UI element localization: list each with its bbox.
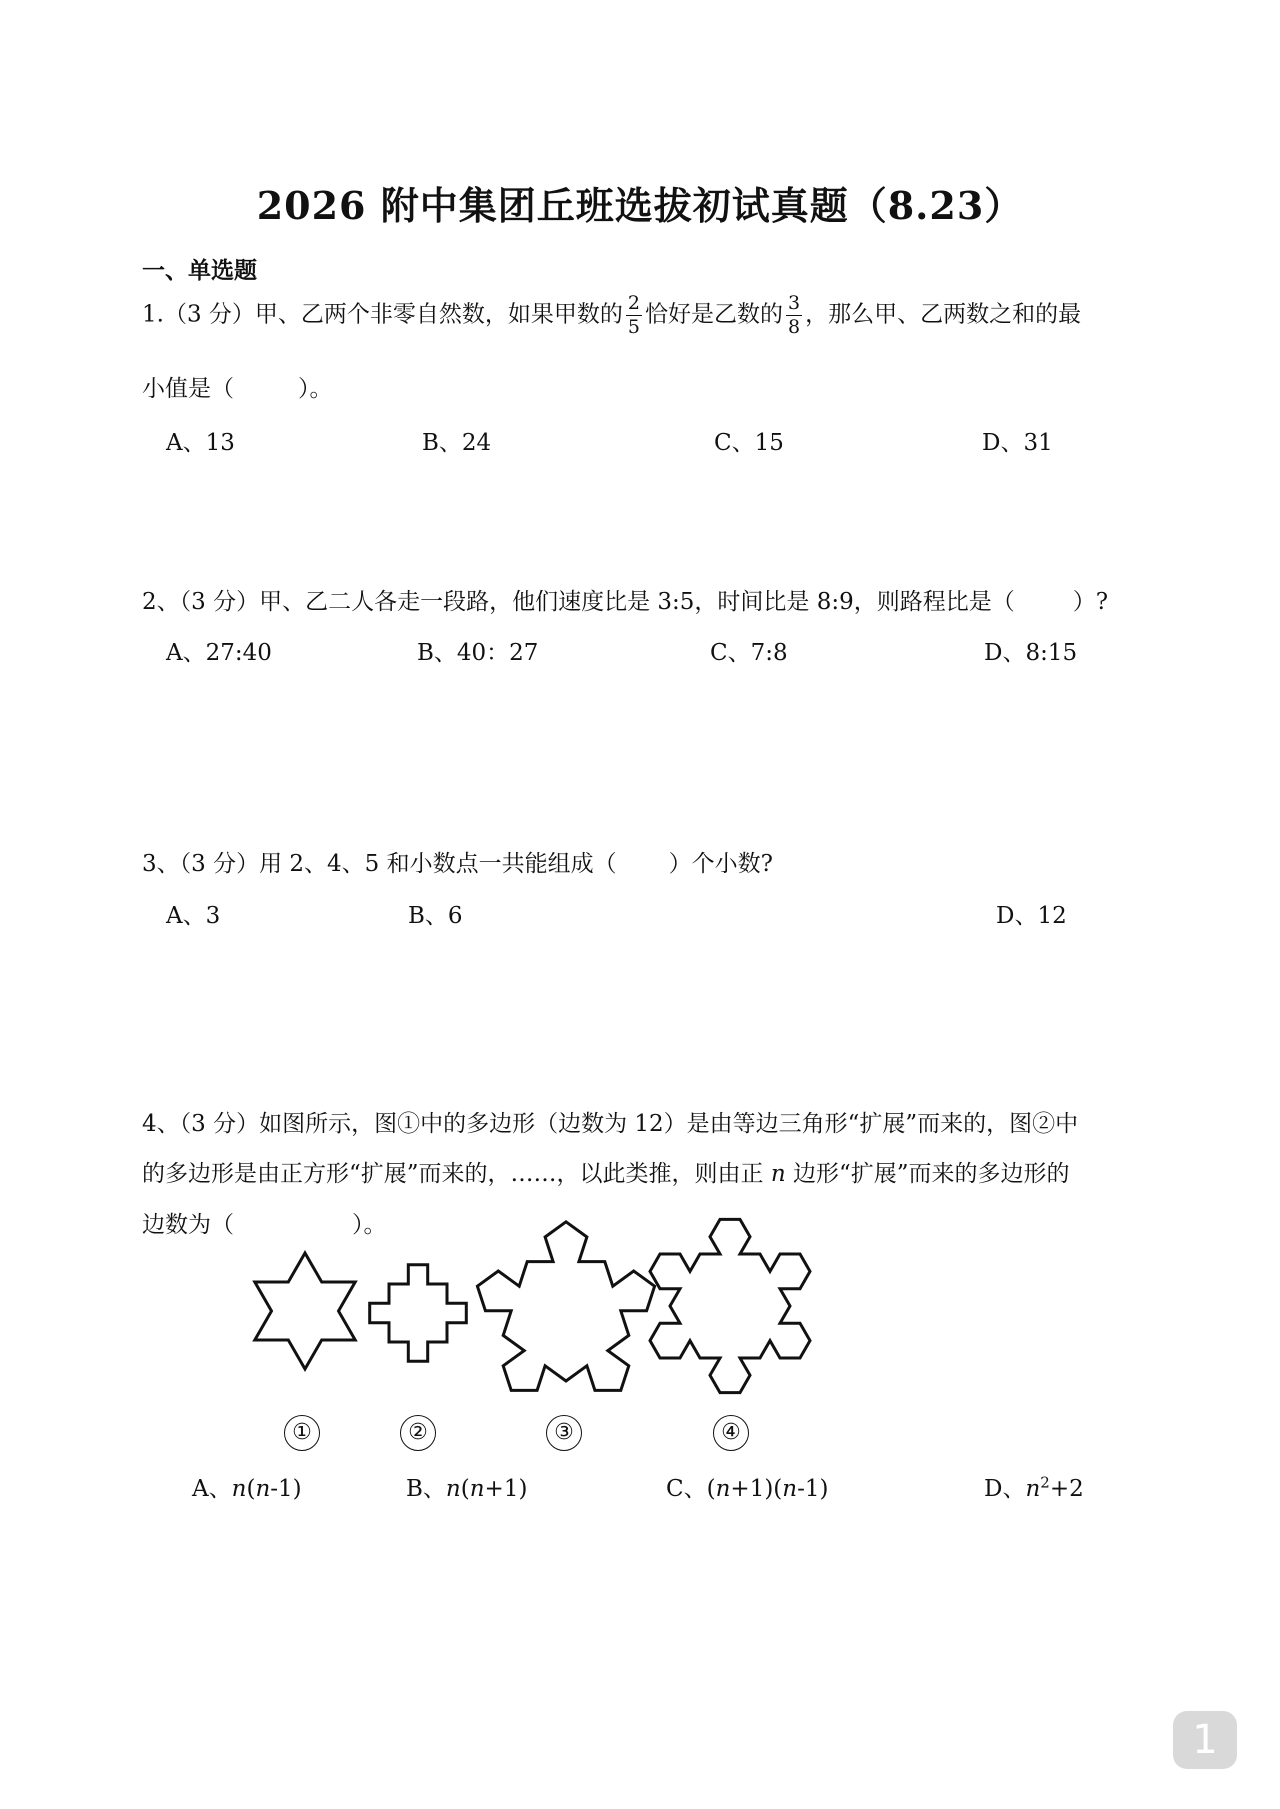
variable-n: n	[770, 1161, 786, 1187]
figure-label-1: ①	[284, 1415, 320, 1451]
question-3-text	[142, 845, 773, 878]
figure-1-hexagram	[255, 1253, 355, 1369]
q1-line2-pre: 小值是（	[142, 376, 234, 402]
question-4-line-2	[142, 1155, 1069, 1188]
variable-n: n	[445, 1476, 461, 1502]
option-label: C、	[666, 1476, 707, 1502]
question-4-line-1: 4、（3 分）如图所示，图①中的多边形（边数为 12）是由等边三角形“扩展”而来的，图②中	[142, 1111, 1079, 1137]
variable-n: n	[1025, 1476, 1041, 1502]
q1-line2-post: ）。	[298, 376, 333, 402]
section-heading: 一、单选题	[142, 257, 257, 284]
figure-label-3: ③	[546, 1415, 582, 1451]
option-label: D、	[984, 1476, 1026, 1502]
fraction-numerator: 3	[787, 292, 801, 314]
variable-n: n	[231, 1476, 247, 1502]
option-text: -1)	[270, 1476, 302, 1502]
q4-line3-post: ）。	[352, 1212, 387, 1238]
q3-option-d: D、12	[996, 903, 1067, 929]
question-1-line-2	[142, 370, 333, 403]
q1-option-d: D、31	[982, 430, 1053, 456]
q1-option-a: A、13	[166, 430, 235, 456]
q2-text-post: ）?	[1072, 589, 1109, 615]
variable-n: n	[715, 1476, 731, 1502]
variable-n: n	[782, 1476, 798, 1502]
option-text: +1)	[484, 1476, 528, 1502]
page-title: 2026 附中集团丘班选拔初试真题（8.23）	[256, 183, 1024, 228]
fraction-denominator: 8	[787, 316, 801, 338]
question-2-text	[142, 583, 1108, 616]
page-number-badge: 1	[1173, 1711, 1237, 1769]
option-text: -1)	[797, 1476, 829, 1502]
q1-option-c: C、15	[714, 430, 784, 456]
q1-mid: 恰好是乙数的	[644, 301, 783, 328]
q4-option-b	[406, 1470, 527, 1503]
option-text: (	[246, 1476, 256, 1502]
fraction-3-8	[786, 292, 802, 339]
figure-label-2: ②	[400, 1415, 436, 1451]
figure-2-cross-polygon	[370, 1265, 467, 1362]
q2-option-c: C、7:8	[710, 640, 788, 666]
q1-suffix: ，那么甲、乙两数之和的最	[805, 301, 1082, 328]
option-text: (	[706, 1476, 716, 1502]
question-4-line-3	[142, 1206, 387, 1239]
option-text: +1)(	[730, 1476, 783, 1502]
question-1-line-1	[142, 292, 1081, 339]
q4-line2-pre: 的多边形是由正方形“扩展”而来的，……，以此类推，则由正	[142, 1161, 771, 1187]
q2-option-b: B、40：27	[417, 640, 539, 666]
q2-option-d: D、8:15	[984, 640, 1078, 666]
q4-option-d	[984, 1470, 1084, 1503]
variable-n: n	[255, 1476, 271, 1502]
exponent: 2	[1040, 1473, 1050, 1492]
fraction-numerator: 2	[627, 292, 640, 314]
fraction-2-5	[626, 292, 642, 339]
figure-4-hexagon-polygon	[650, 1219, 810, 1392]
q4-line3-pre: 边数为（	[142, 1212, 234, 1238]
q3-text-post: ）个小数?	[668, 851, 773, 877]
q4-option-a	[192, 1470, 302, 1503]
q3-text-pre: 3、（3 分）用 2、4、5 和小数点一共能组成（	[142, 851, 617, 877]
q4-line2-post: 边形“扩展”而来的多边形的	[785, 1161, 1070, 1187]
q3-option-a: A、3	[166, 903, 221, 929]
figure-3-pentagon-polygon	[477, 1222, 654, 1391]
option-text: (	[460, 1476, 470, 1502]
q4-option-c	[666, 1470, 829, 1503]
figure-label-4: ④	[713, 1415, 749, 1451]
q3-option-b: B、6	[408, 903, 463, 929]
fraction-denominator: 5	[627, 316, 640, 338]
q2-text-pre: 2、（3 分）甲、乙二人各走一段路，他们速度比是 3:5，时间比是 8:9，则路程比是（	[142, 589, 1015, 615]
option-label: B、	[406, 1476, 446, 1502]
q1-prefix: 1.（3 分）甲、乙两个非零自然数，如果甲数的	[142, 301, 623, 328]
option-text: +2	[1049, 1476, 1084, 1502]
variable-n: n	[469, 1476, 485, 1502]
q1-option-b: B、24	[422, 430, 492, 456]
option-label: A、	[192, 1476, 232, 1502]
q2-option-a: A、27:40	[166, 640, 272, 666]
